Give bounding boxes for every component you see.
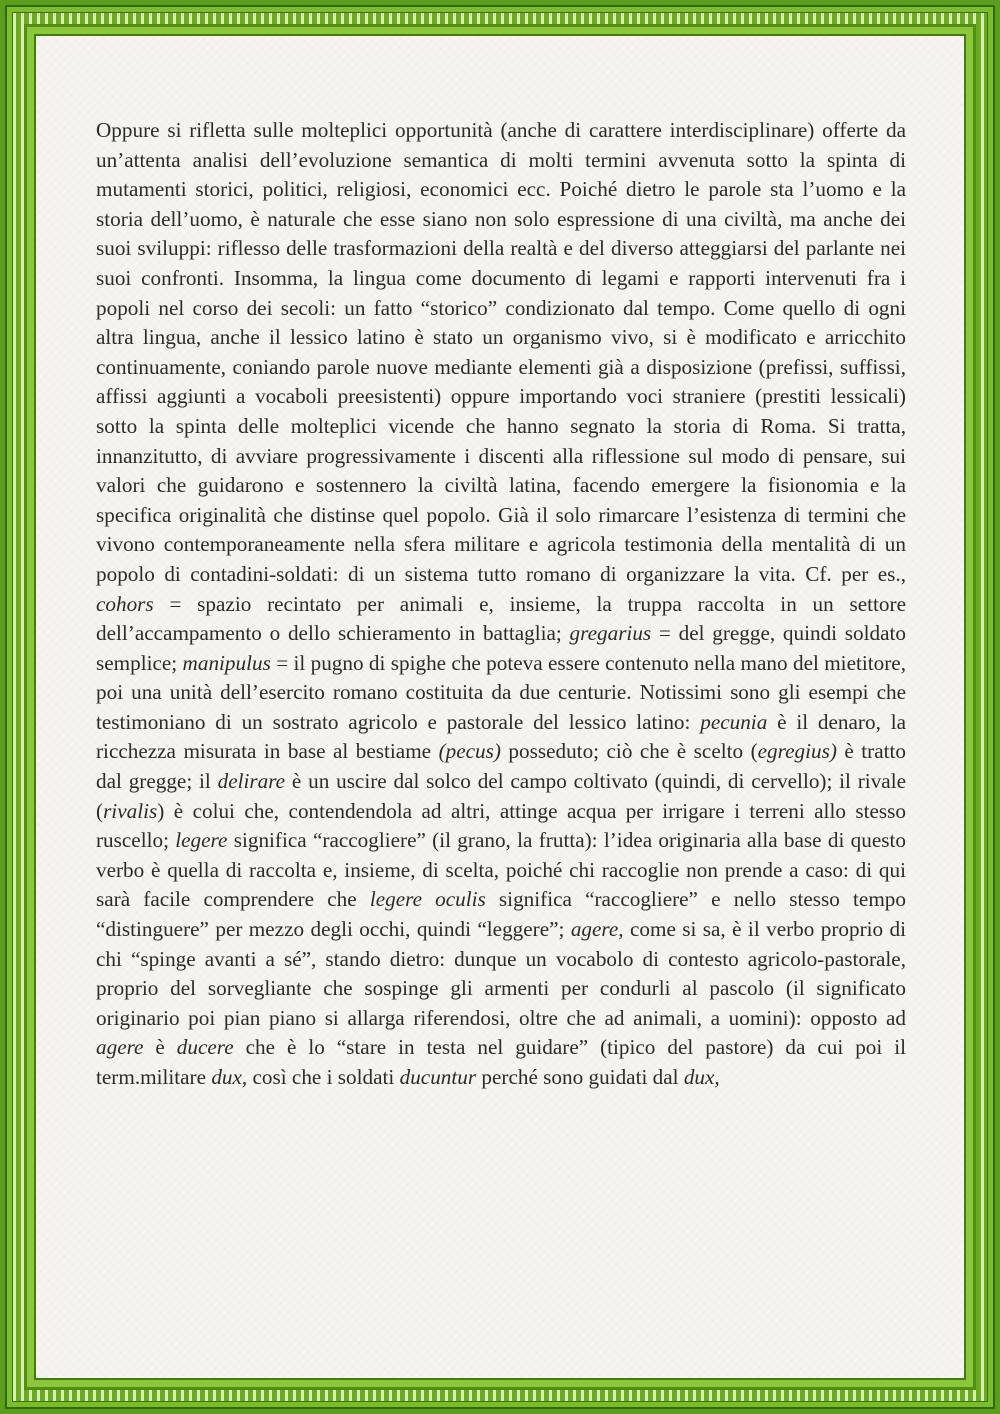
body-paragraph [96, 116, 906, 1093]
text-run: = spazio recintato per animali e, insieme, la truppa raccolta in un settore dell’accampamento o dello schieramento in battaglia; [96, 591, 906, 646]
latin-term: dux, [683, 1065, 720, 1089]
latin-term: (pecus) [438, 739, 501, 764]
latin-term: legere [175, 828, 228, 853]
latin-term: delirare [217, 769, 286, 794]
text-run: perché sono guidati dal [476, 1065, 684, 1089]
text-run: posseduto; ciò che è scelto ( [500, 739, 758, 764]
text-run: è il denaro, la ricchezza misurata in base al bestiame [96, 709, 906, 764]
text-run: Oppure si rifletta sulle molteplici opportunità (anche di carattere interdisciplinare) offerte da un’attenta analisi dell’evoluzione semantica di molti termini avvenuta sotto la spinta di mutamenti storici, politici, religiosi, economici ecc. Poiché dietro le parole sta l’uomo e la storia dell’uomo, è naturale che esse siano non solo espressione di una civiltà, ma anche dei suoi sviluppi: riflesso delle trasformazioni della realtà e del diverso atteggiarsi del parlante nei suoi confronti. Insomma, la lingua come documento di legami e rapporti intervenuti fra i popoli nel corso dei secoli: un fatto “storico” condizionato dal tempo. Come quello di ogni altra lingua, anche il lessico latino è stato un organismo vivo, si è modificato e arricchito continuamente, coniando parole nuove mediante elementi già a disposizione (prefissi, suffissi, affissi aggiunti a vocaboli preesistenti) oppure importando voci straniere (prestiti lessicali) sotto la spinta delle molteplici vicende che hanno segnato la storia di Roma. Si tratta, innanzitutto, di avviare progressivamente i discenti alla riflessione sul modo di pensare, sui valori che guidarono e sostennero la civiltà latina, facendo emergere la fisionomia e la specifica originalità che distinse quel popolo. Già il solo rimarcare l’esistenza di termini che vivono contemporaneamente nella sfera militare e agricola testimonia della mentalità di un popolo di contadini-soldati: di un sistema tutto romano di organizzare la vita. Cf. per es., [96, 118, 906, 586]
text-run: così che i soldati [247, 1065, 400, 1089]
latin-term: cohors [96, 591, 154, 616]
latin-term: pecunia [700, 709, 768, 734]
text-run: significa “raccogliere” (il grano, la frutta): l’idea originaria alla base di questo verbo è quella di raccolta e, insieme, di scelta, poiché chi raccoglie non prende a caso: di qui sarà facile comprendere che [96, 828, 906, 912]
latin-term: agere, [570, 917, 624, 942]
text-run: come si sa, è il verbo proprio di chi “spinge avanti a sé”, stando dietro: dunque un vocabolo di contesto agricolo-pastorale, proprio del sorvegliante che sospinge gli armenti per condurli al pascolo (il significato originario poi pian piano si allarga riferendosi, oltre che ad animali, a uomini): opposto ad [96, 917, 906, 1030]
latin-term: rivalis [103, 798, 158, 823]
text-run: è [143, 1035, 177, 1060]
text-run: è un uscire dal solco del campo coltivato (quindi, di cervello); il rivale ( [96, 769, 906, 823]
latin-term: agere [96, 1035, 144, 1060]
latin-term: manipulus [182, 650, 271, 675]
text-run: che è lo “stare in testa nel guidare” (tipico del pastore) da cui poi il term.militare [96, 1035, 906, 1089]
latin-term: egregius) [757, 739, 837, 764]
text-run: è tratto dal gregge; il [96, 739, 906, 794]
latin-term: legere oculis [369, 887, 486, 912]
latin-term: gregarius [569, 621, 652, 646]
text-run: = il pugno di spighe che poteva essere contenuto nella mano del mietitore, poi una unità dell’esercito romano costituita da due centurie. Notissimi sono gli esempi che testimoniano di un sostrato agricolo e pastorale del lessico latino: [96, 650, 906, 734]
latin-term: dux, [211, 1065, 248, 1089]
text-run: ) è colui che, contendendola ad altri, attinge acqua per irrigare i terreni allo stesso ruscello; [96, 798, 906, 853]
text-run: = del gregge, quindi soldato semplice; [96, 621, 906, 675]
latin-term: ducuntur [399, 1065, 477, 1089]
latin-term: ducere [176, 1035, 234, 1060]
text-run: significa “raccogliere” e nello stesso tempo “distinguere” per mezzo degli occhi, quindi “leggere”; [96, 887, 906, 942]
